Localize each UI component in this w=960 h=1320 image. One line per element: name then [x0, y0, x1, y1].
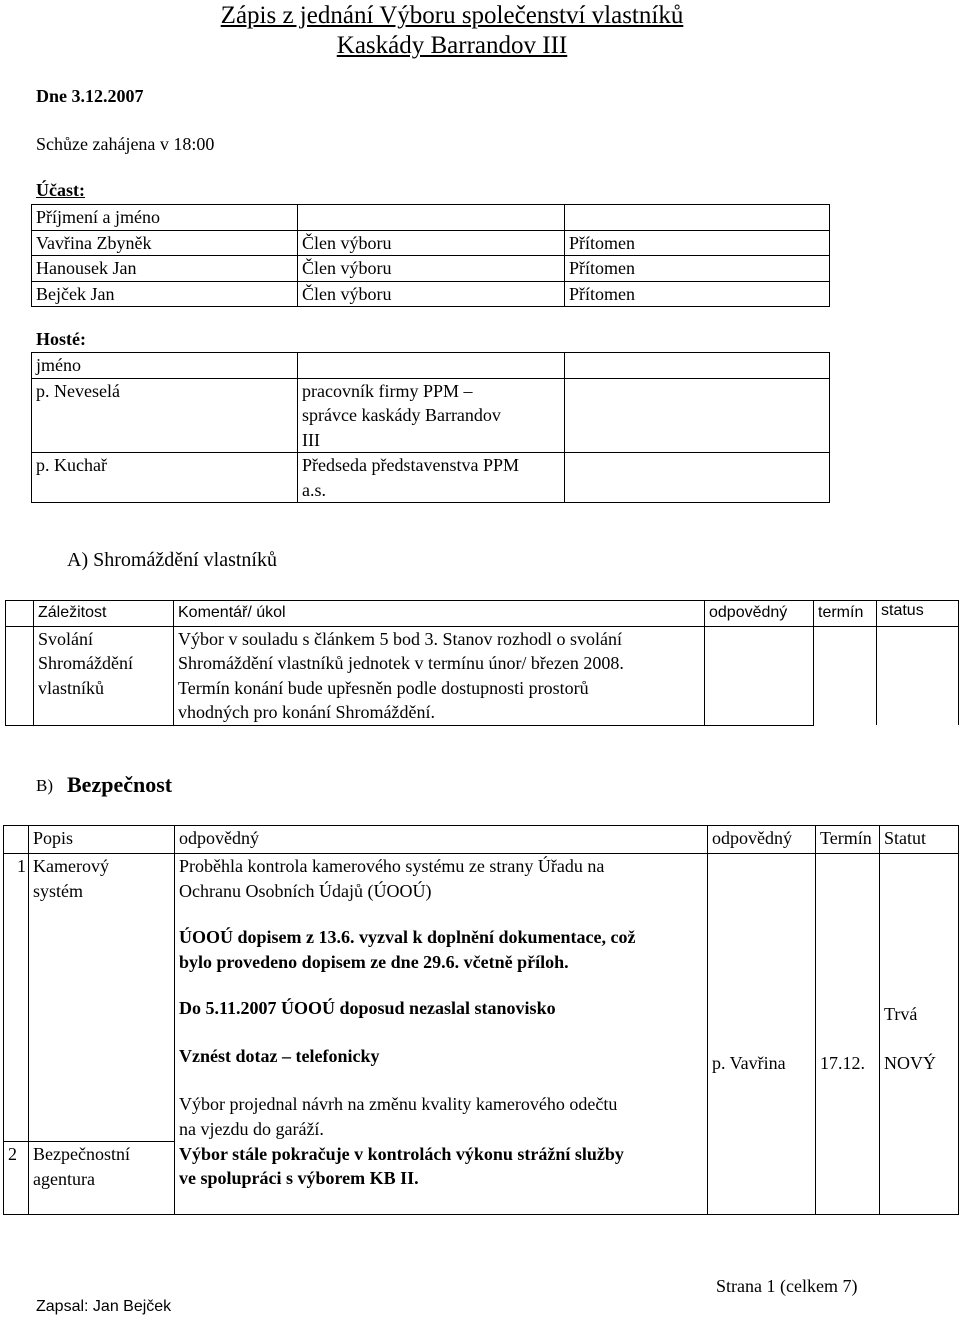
section-a-heading: A) Shromáždění vlastníků	[67, 549, 277, 571]
guest-name: p. Neveselá	[32, 378, 298, 453]
section-b-header-description: Popis	[29, 826, 175, 854]
section-a-table	[5, 600, 959, 726]
section-a-header-status: status	[877, 601, 959, 627]
page-number: Strana 1 (celkem 7)	[716, 1276, 858, 1296]
document-title-line2: Kaskády Barrandov III	[336, 32, 568, 59]
attendee-role: Člen výboru	[298, 281, 565, 307]
section-b-header-responsible-left: odpovědný	[175, 826, 708, 854]
attendee-status: Přítomen	[565, 256, 830, 282]
section-a-item: Svolání Shromáždění vlastníků	[34, 626, 174, 725]
section-a-header-item: Záležitost	[34, 601, 174, 627]
attendee-role: Člen výboru	[298, 256, 565, 282]
row-number: 1	[4, 854, 29, 1142]
section-b-header-deadline: Termín	[816, 826, 880, 854]
attendee-status: Přítomen	[565, 281, 830, 307]
section-b-item: Bezpečnostní agentura	[29, 1142, 175, 1215]
attendee-status: Přítomen	[565, 230, 830, 256]
section-b-heading: Bezpečnost	[67, 772, 173, 797]
attendance-heading: Účast:	[36, 180, 85, 200]
attendance-table	[31, 204, 830, 307]
section-b-header-status: Statut	[880, 826, 959, 854]
meeting-date: Dne 3.12.2007	[36, 86, 144, 106]
section-b-status: Trvá NOVÝ	[880, 854, 959, 1142]
attendee-name: Vavřina Zbyněk	[32, 230, 298, 256]
section-b-item: Kamerový systém	[29, 854, 175, 1142]
attendee-role: Člen výboru	[298, 230, 565, 256]
section-b-table	[3, 825, 959, 1215]
section-a-header-comment: Komentář/ úkol	[174, 601, 705, 627]
guests-header-name: jméno	[32, 353, 298, 379]
table-row	[32, 256, 830, 282]
guest-role: Předseda představenstva PPM a.s.	[298, 453, 565, 503]
section-b-deadline: 17.12.	[816, 854, 880, 1142]
section-b-description: Proběhla kontrola kamerového systému ze strany Úřadu na Ochranu Osobních Údajů (ÚOOÚ) ÚOOÚ dopisem z 13.6. vyzval k doplnění dokumentace, což bylo provedeno dopisem ze dne 29.6. včetně příloh. Do 5.11.2007 ÚOOÚ doposud nezaslal stanovisko Vznést dotaz – telefonicky Výbor projednal návrh na změnu kvality kamerového odečtu na vjezdu do garáží.	[175, 854, 708, 1142]
table-row	[4, 1142, 959, 1215]
section-b-letter: B)	[36, 776, 53, 795]
attendee-name: Bejček Jan	[32, 281, 298, 307]
meeting-opened: Schůze zahájena v 18:00	[36, 134, 215, 154]
row-number: 2	[4, 1142, 29, 1215]
attendee-name: Hanousek Jan	[32, 256, 298, 282]
table-row	[32, 378, 830, 453]
guest-role: pracovník firmy PPM – správce kaskády Barrandov III	[298, 378, 565, 453]
recorded-by: Zapsal: Jan Bejček	[36, 1298, 172, 1315]
attendance-header-name: Příjmení a jméno	[32, 205, 298, 231]
section-b-responsible: p. Vavřina	[708, 854, 816, 1142]
section-a-comment: Výbor v souladu s článkem 5 bod 3. Stanov rozhodl o svolání Shromáždění vlastníků jednotek v termínu únor/ březen 2008. Termín konání bude upřesněn podle dostupnosti prostorů vhodných pro konání Shromáždění.	[174, 626, 705, 725]
section-b-header-responsible: odpovědný	[708, 826, 816, 854]
table-row	[32, 281, 830, 307]
document-title-line1: Zápis z jednání Výboru společenství vlastníků	[220, 2, 684, 29]
section-a-header-deadline: termín	[814, 601, 877, 627]
table-row	[32, 230, 830, 256]
guest-name: p. Kuchař	[32, 453, 298, 503]
table-row	[6, 626, 959, 725]
table-row	[4, 854, 959, 1142]
section-a-header-responsible: odpovědný	[705, 601, 814, 627]
guests-heading: Hosté:	[36, 329, 86, 349]
table-row	[32, 453, 830, 503]
guests-table	[31, 352, 830, 503]
section-b-description: Výbor stále pokračuje v kontrolách výkonu strážní služby ve spolupráci s výborem KB II.	[175, 1142, 708, 1215]
